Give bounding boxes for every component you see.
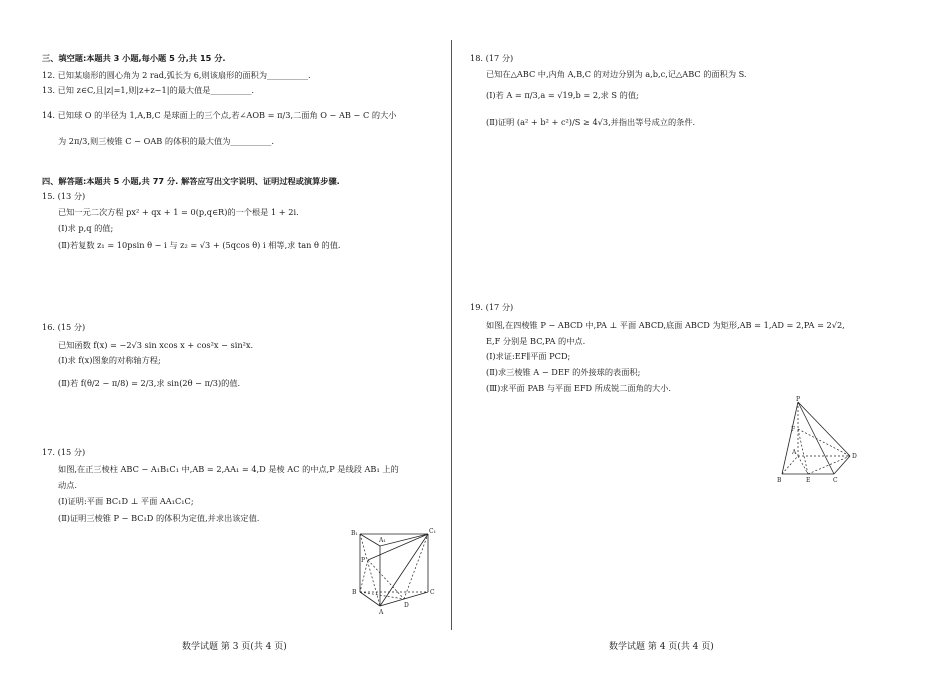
prism-label-a1: A₁ [379, 537, 386, 544]
question-17-stem-line1: 如图,在正三棱柱 ABC − A₁B₁C₁ 中,AB = 2,AA₁ = 4,D 是棱 AC 的中点,P 是线段 AB₁ 上的 [58, 464, 399, 474]
question-18-part2: (Ⅱ)证明 (a² + b² + c²)/S ≥ 4√3,并指出等号成立的条件. [486, 117, 696, 127]
prism-label-c: C [430, 589, 435, 596]
question-15-stem: 已知一元二次方程 px² + qx + 1 = 0(p,q∈R)的一个根是 1 + 2i. [58, 207, 299, 217]
section3-header: 三、填空题:本题共 3 小题,每小题 5 分,共 15 分. [42, 53, 226, 63]
question-19-stem-line1: 如图,在四棱锥 P − ABCD 中,PA ⊥ 平面 ABCD,底面 ABCD 为矩形,AB = 1,AD = 2,PA = 2√2, [486, 320, 845, 330]
question-15-title: 15. (13 分) [42, 191, 86, 201]
question-13: 13. 已知 z∈C,且|z|=1,则|z+z−1|的最大值是__________. [42, 85, 254, 95]
prism-figure [348, 524, 438, 616]
question-19-part2: (Ⅱ)求三棱锥 A − DEF 的外接球的表面积; [486, 367, 641, 377]
question-16-part2: (Ⅱ)若 f(θ/2 − π/8) = 2/3,求 sin(2θ − π/3)的值. [58, 378, 241, 388]
question-17-stem-line2: 动点. [58, 480, 77, 490]
question-16-title: 16. (15 分) [42, 322, 86, 332]
pyramid-label-p: P [796, 396, 801, 403]
question-14-line1: 14. 已知球 O 的半径为 1,A,B,C 是球面上的三个点,若∠AOB = π/3,二面角 O − AB − C 的大小 [42, 110, 397, 120]
left-page-footer: 数学试题 第 3 页(共 4 页) [182, 642, 287, 652]
question-18-title: 18. (17 分) [470, 53, 514, 63]
question-16-part1: (Ⅰ)求 f(x)图象的对称轴方程; [58, 355, 161, 365]
question-19-part3: (Ⅲ)求平面 PAB 与平面 EFD 所成锐二面角的大小. [486, 383, 672, 393]
pyramid-label-d: D [852, 453, 857, 460]
prism-label-a: A [379, 609, 384, 616]
prism-label-b1: B₁ [351, 530, 358, 537]
pyramid-figure [772, 394, 862, 486]
prism-label-p: P [361, 557, 366, 564]
pyramid-label-b: B [777, 477, 782, 484]
question-18-stem: 已知在△ABC 中,内角 A,B,C 的对边分别为 a,b,c,记△ABC 的面积为 S. [486, 69, 747, 79]
question-19-stem-line2: E,F 分别是 BC,PA 的中点. [486, 336, 586, 346]
question-19-title: 19. (17 分) [470, 302, 514, 312]
pyramid-label-e: E [806, 477, 811, 484]
page-divider [451, 40, 452, 630]
question-17-title: 17. (15 分) [42, 447, 86, 457]
section4-header: 四、解答题:本题共 5 小题,共 77 分. 解答应写出文字说明、证明过程或演算步骤. [42, 176, 340, 186]
prism-label-c1: C₁ [429, 528, 436, 535]
question-17-part1: (Ⅰ)证明:平面 BC₁D ⊥ 平面 AA₁C₁C; [58, 496, 194, 506]
prism-label-d: D [404, 602, 409, 609]
question-14-line2: 为 2π/3,则三棱锥 C − OAB 的体积的最大值为__________. [58, 136, 274, 146]
question-16-stem: 已知函数 f(x) = −2√3 sin xcos x + cos²x − sin²x. [58, 340, 254, 350]
right-page-footer: 数学试题 第 4 页(共 4 页) [609, 642, 714, 652]
prism-label-b: B [352, 589, 357, 596]
pyramid-label-a: A [792, 449, 797, 456]
question-15-part2: (Ⅱ)若复数 z₁ = 10psin θ − i 与 z₂ = √3 + (5qcos θ) i 相等,求 tan θ 的值. [58, 240, 341, 250]
pyramid-label-f: F [791, 426, 796, 433]
question-15-part1: (Ⅰ)求 p,q 的值; [58, 223, 114, 233]
pyramid-label-c: C [833, 477, 838, 484]
question-12: 12. 已知某扇形的圆心角为 2 rad,弧长为 6,则该扇形的面积为__________. [42, 70, 311, 80]
question-17-part2: (Ⅱ)证明三棱锥 P − BC₁D 的体积为定值,并求出该定值. [58, 513, 260, 523]
question-19-part1: (Ⅰ)求证:EF∥平面 PCD; [486, 351, 571, 361]
question-18-part1: (Ⅰ)若 A = π/3,a = √19,b = 2,求 S 的值; [486, 90, 639, 100]
